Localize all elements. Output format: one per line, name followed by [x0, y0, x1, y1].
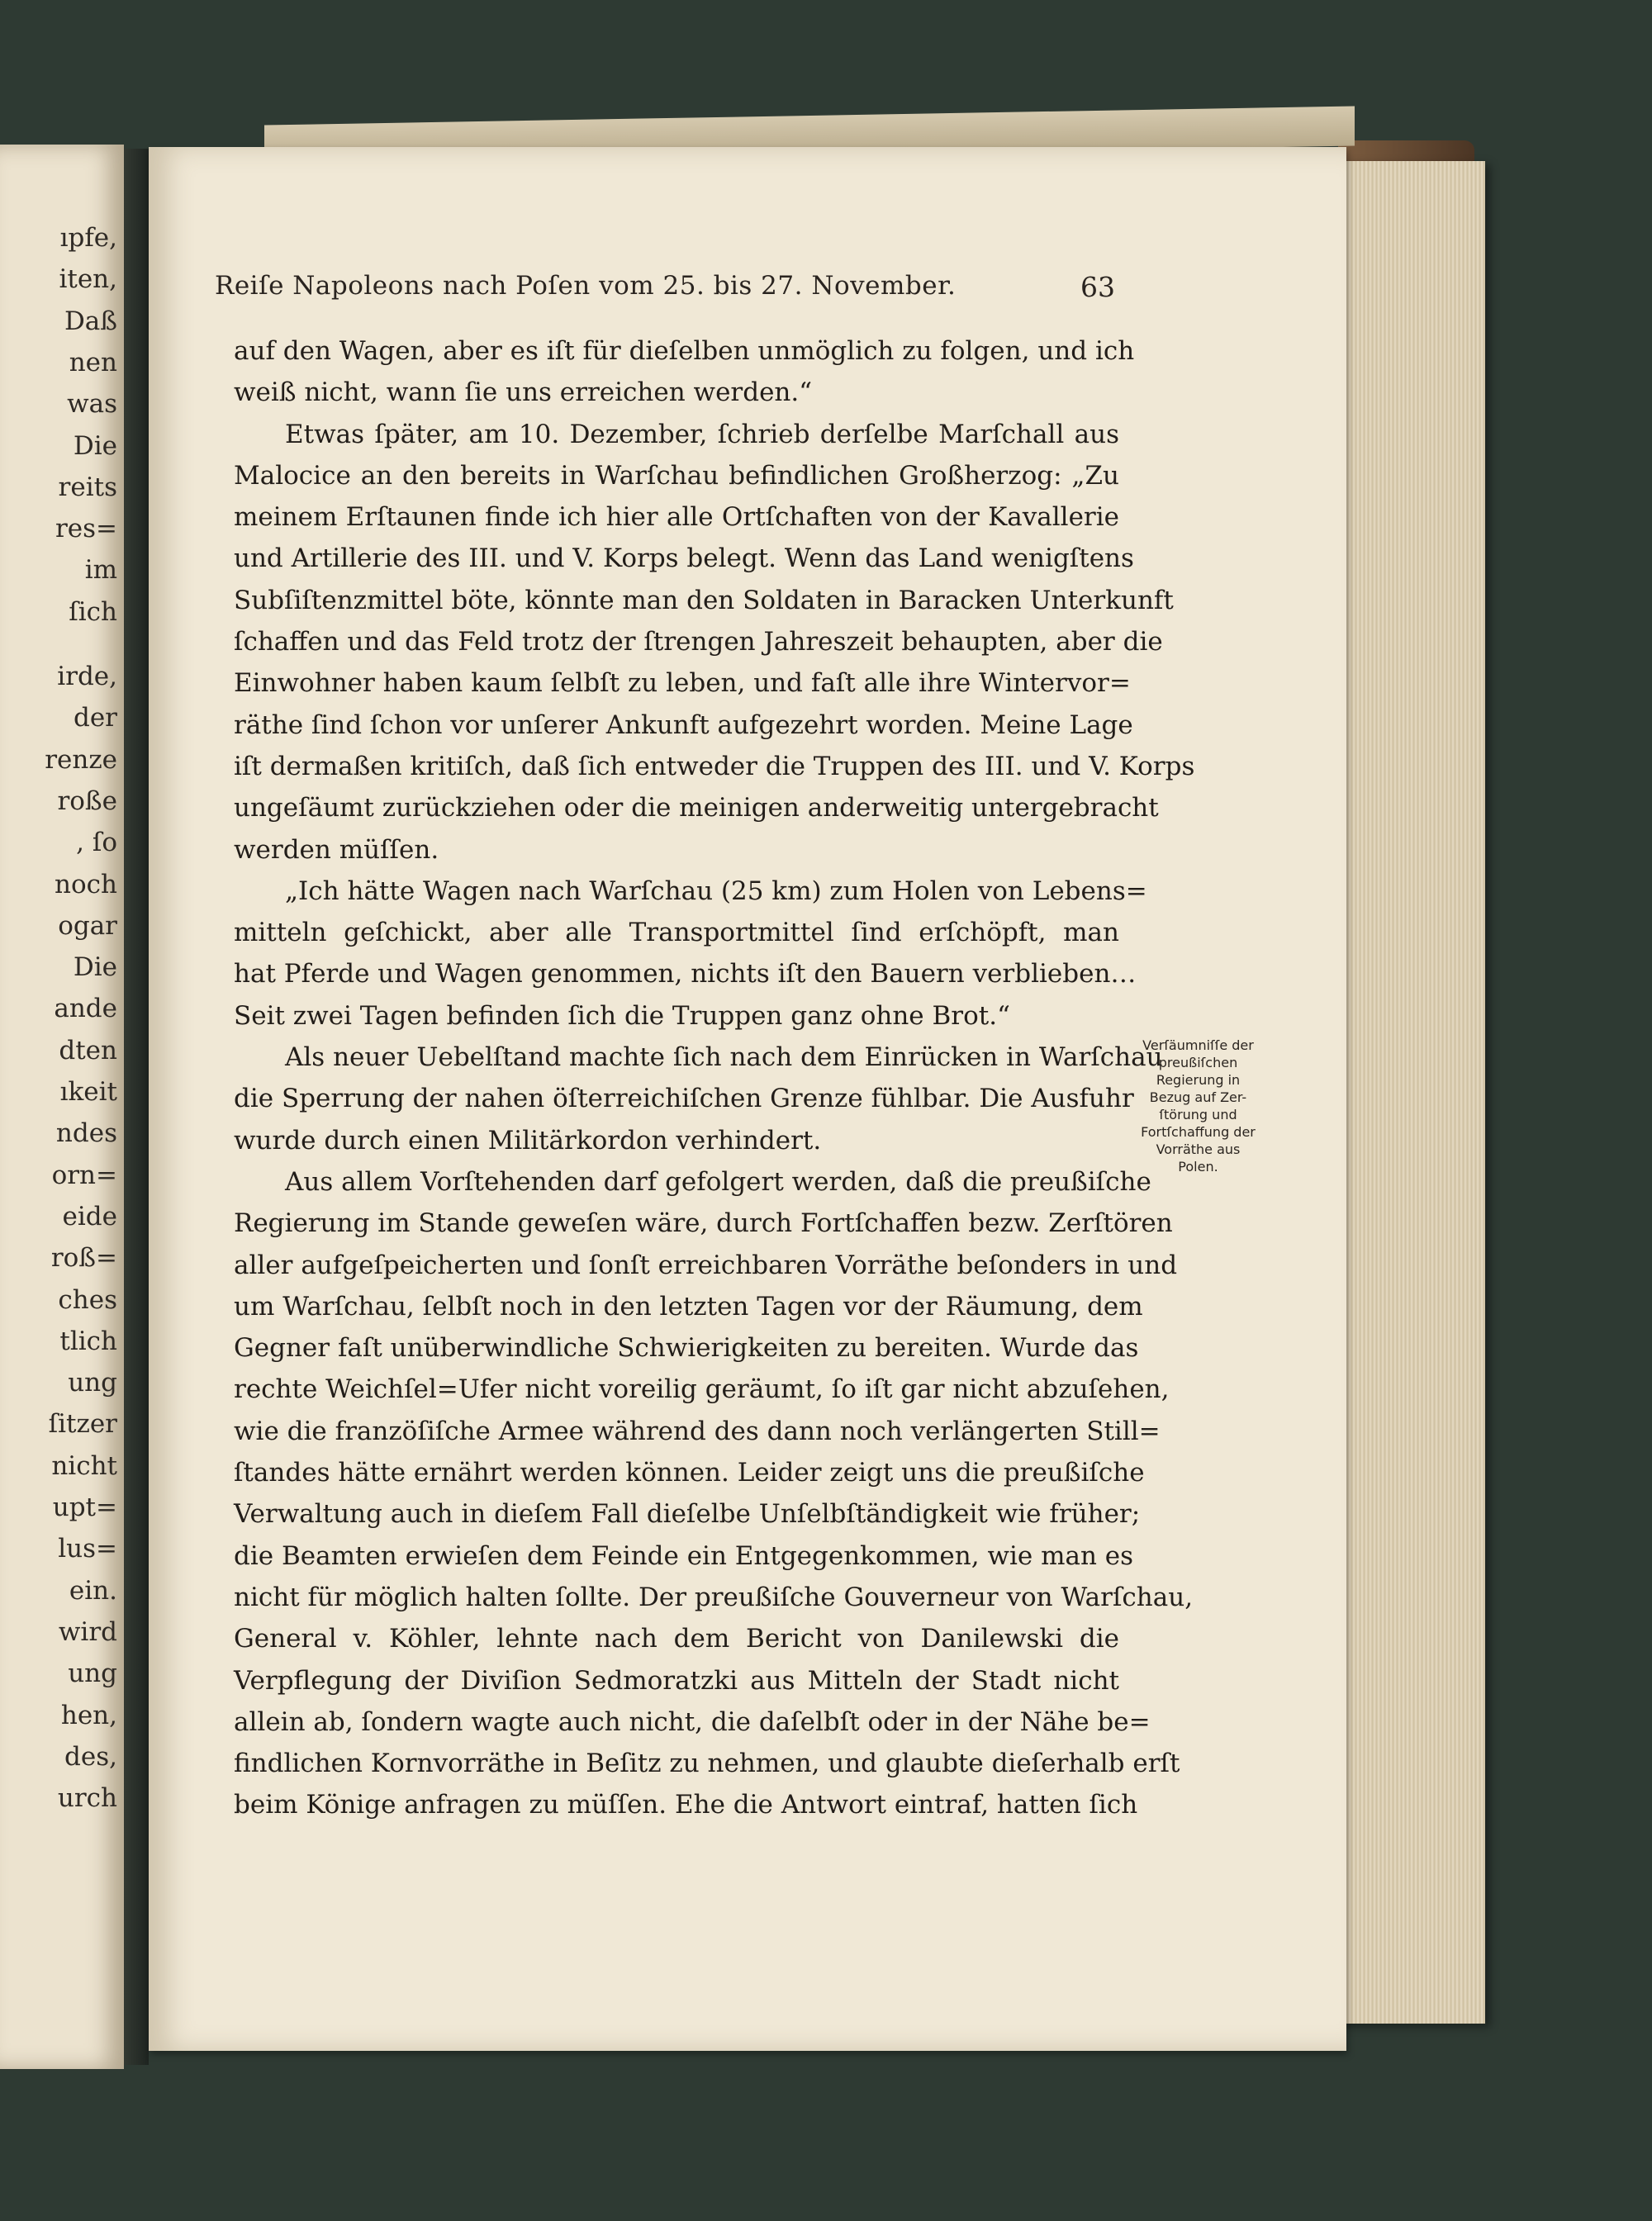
- body-line: Etwas ſpäter, am 10. Dezember, ſchrieb derſelbe Marſchall aus: [285, 419, 1119, 449]
- left-page: [0, 145, 124, 2069]
- body-line: Verpflegung der Diviſion Sedmoratzki aus Mitteln der Stadt nicht: [234, 1665, 1119, 1696]
- left-page-fragment: ande: [54, 994, 117, 1024]
- body-line: auf den Wagen, aber es iſt für dieſelben unmöglich zu folgen, und ich: [234, 336, 1135, 366]
- body-line: Seit zwei Tagen befinden ſich die Truppen ganz ohne Brot.“: [234, 1000, 1010, 1031]
- marginal-note-line: Bezug auf Zer-: [1149, 1089, 1247, 1105]
- left-page-fragment: res=: [55, 514, 117, 544]
- body-line: wurde durch einen Militärkordon verhindert.: [234, 1125, 822, 1156]
- left-page-fragment: nicht: [51, 1450, 117, 1481]
- left-page-fragment: roße: [57, 785, 117, 816]
- left-page-fragment: orn=: [51, 1160, 117, 1190]
- left-page-fragment: Daß: [64, 306, 117, 336]
- marginal-note-line: Polen.: [1178, 1159, 1218, 1175]
- left-page-fragment: lus=: [58, 1534, 117, 1564]
- left-page-fragment: tlich: [59, 1326, 117, 1356]
- body-line: ſchaffen und das Feld trotz der ſtrengen Jahreszeit behaupten, aber die: [234, 627, 1163, 657]
- body-line: ungeſäumt zurückziehen oder die meinigen anderweitig untergebracht: [234, 793, 1159, 823]
- body-line: werden müſſen.: [234, 834, 439, 865]
- body-line: Malocice an den bereits in Warſchau befindlichen Großherzog: „Zu: [234, 460, 1119, 491]
- body-line: weiß nicht, wann ſie uns erreichen werden.“: [234, 377, 813, 408]
- body-line: Aus allem Vorſtehenden darf gefolgert werden, daß die preußiſche: [285, 1166, 1151, 1197]
- body-line: Verwaltung auch in dieſem Fall dieſelbe Unſelbſtändigkeit wie früher;: [234, 1499, 1141, 1530]
- body-line: rechte Weichſel=Ufer nicht voreilig geräumt, ſo iſt gar nicht abzuſehen,: [234, 1374, 1170, 1405]
- marginal-note-line: ſtörung und: [1159, 1107, 1237, 1122]
- body-line: um Warſchau, ſelbſt noch in den letzten Tagen vor der Räumung, dem: [234, 1291, 1143, 1322]
- left-page-fragment: ıpfe,: [59, 223, 117, 253]
- marginal-note-line: Verſäumniſſe der: [1142, 1037, 1254, 1053]
- body-line: meinem Erſtaunen finde ich hier alle Ortſchaften von der Kavallerie: [234, 502, 1119, 533]
- left-page-fragment: des,: [64, 1741, 117, 1772]
- running-head: Reiſe Napoleons nach Poſen vom 25. bis 27. November.: [215, 271, 957, 301]
- left-page-fragment: Die: [73, 952, 117, 983]
- body-line: „Ich hätte Wagen nach Warſchau (25 km) zum Holen von Lebens=: [285, 876, 1147, 906]
- page-block-edge: [1336, 161, 1485, 2024]
- marginal-note-line: Regierung in: [1156, 1072, 1241, 1088]
- body-line: Subſiſtenzmittel böte, könnte man den Soldaten in Baracken Unterkunft: [234, 585, 1174, 615]
- page-number: 63: [1080, 271, 1115, 303]
- body-line: Regierung im Stande geweſen wäre, durch Fortſchaffen bezw. Zerſtören: [234, 1208, 1173, 1239]
- left-page-fragment: ſich: [69, 596, 117, 627]
- body-line: aller aufgeſpeicherten und ſonſt erreichbaren Vorräthe beſonders in und: [234, 1250, 1178, 1280]
- marginal-note: [1126, 1037, 1270, 1175]
- left-page-fragment: ung: [68, 1659, 117, 1689]
- left-page-fragment: urch: [57, 1783, 117, 1814]
- body-line: räthe ſind ſchon vor unſerer Ankunft aufgezehrt worden. Meine Lage: [234, 709, 1133, 740]
- left-page-fragment: der: [73, 703, 117, 733]
- marginal-note-line: Vorräthe aus: [1156, 1141, 1241, 1157]
- body-line: hat Pferde und Wagen genommen, nichts iſt den Bauern verblieben…: [234, 959, 1137, 989]
- left-page-fragment: , ſo: [76, 828, 117, 858]
- left-page-fragment: Die: [73, 430, 117, 461]
- left-page-fragment: ches: [58, 1284, 117, 1315]
- marginal-note-line: preußiſchen: [1158, 1055, 1238, 1070]
- left-page-fragment: eide: [62, 1201, 117, 1232]
- body-line: und Artillerie des III. und V. Korps belegt. Wenn das Land wenigſtens: [234, 543, 1134, 574]
- left-page-fragment: irde,: [57, 662, 117, 691]
- body-line: Als neuer Uebelſtand machte ſich nach dem Einrücken in Warſchau: [285, 1042, 1163, 1073]
- body-line: wie die franzöſiſche Armee während des dann noch verlängerten Still=: [234, 1416, 1161, 1446]
- body-line: die Sperrung der nahen öſterreichiſchen Grenze fühlbar. Die Ausfuhr: [234, 1084, 1134, 1114]
- body-line: die Beamten erwieſen dem Feinde ein Entgegenkommen, wie man es: [234, 1540, 1134, 1571]
- left-page-fragment: ıkeit: [59, 1077, 117, 1107]
- left-page-fragment: nen: [69, 347, 117, 377]
- left-page-fragment: ein.: [69, 1575, 117, 1606]
- left-page-fragment: wird: [58, 1616, 117, 1647]
- left-page-fragment: was: [67, 389, 117, 420]
- left-page-fragment: ndes: [55, 1118, 117, 1149]
- left-page-fragment: reits: [58, 472, 117, 502]
- left-page-fragment: renze: [45, 744, 117, 775]
- left-page-fragment: ſitzer: [48, 1409, 117, 1440]
- body-line: Einwohner haben kaum ſelbſt zu leben, und faſt alle ihre Wintervor=: [234, 668, 1131, 699]
- body-line: ſtandes hätte ernährt werden können. Leider zeigt uns die preußiſche: [234, 1458, 1145, 1488]
- body-line: iſt dermaßen kritiſch, daß ſich entweder die Truppen des III. und V. Korps: [234, 751, 1195, 781]
- marginal-note-line: Fortſchaffung der: [1141, 1124, 1256, 1140]
- left-page-fragment: roß=: [50, 1243, 117, 1274]
- body-line: beim Könige anfragen zu müſſen. Ehe die Antwort eintraf, hatten ſich: [234, 1790, 1138, 1820]
- left-page-fragment: dten: [59, 1035, 117, 1065]
- left-page-fragment: ung: [68, 1368, 117, 1398]
- body-line: allein ab, ſondern wagte auch nicht, die daſelbſt oder in der Nähe be=: [234, 1706, 1151, 1737]
- left-page-fragment: im: [84, 555, 117, 586]
- left-page-fragment: hen,: [60, 1700, 117, 1730]
- body-line: Gegner faſt unüberwindliche Schwierigkeiten zu bereiten. Wurde das: [234, 1333, 1139, 1364]
- body-text: [234, 330, 1195, 1826]
- left-page-fragment: iten,: [59, 264, 117, 295]
- body-line: findlichen Kornvorräthe in Beſitz zu nehmen, und glaubte dieſerhalb erſt: [234, 1749, 1180, 1779]
- left-page-fragment: upt=: [52, 1493, 117, 1522]
- body-line: General v. Köhler, lehnte nach dem Bericht von Danilewski die: [234, 1624, 1119, 1654]
- left-page-fragment: noch: [55, 869, 117, 899]
- body-line: mitteln geſchickt, aber alle Transportmittel ſind erſchöpft, man: [234, 918, 1119, 948]
- body-line: nicht für möglich halten ſollte. Der preußiſche Gouverneur von Warſchau,: [234, 1582, 1194, 1612]
- left-page-fragment: ogar: [58, 910, 117, 941]
